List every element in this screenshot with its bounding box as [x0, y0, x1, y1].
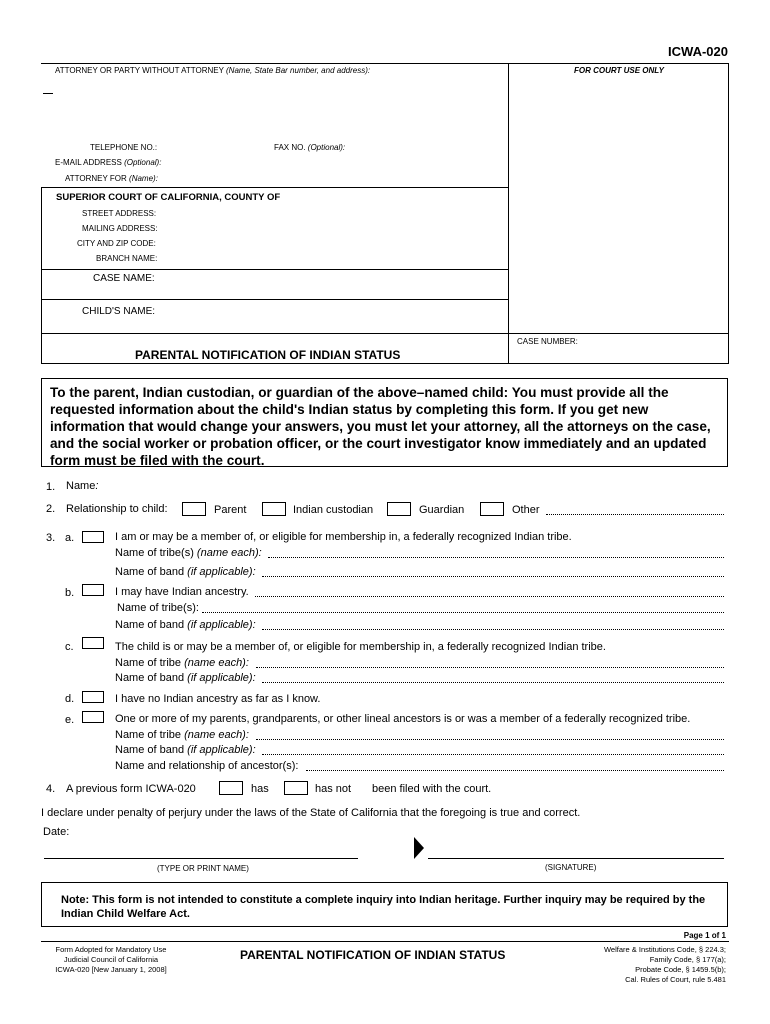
- citation-line: Cal. Rules of Court, rule 5.481: [625, 975, 726, 984]
- citation-line: Family Code, § 177(a);: [649, 955, 726, 964]
- signature-line[interactable]: [428, 858, 724, 859]
- item3e-checkbox[interactable]: [82, 711, 104, 723]
- parent-option-label: Parent: [214, 504, 247, 516]
- caption-top-border: [41, 63, 729, 64]
- type-name-caption: (TYPE OR PRINT NAME): [157, 864, 249, 873]
- notice-text: To the parent, Indian custodian, or guardian of the above–named child: You must provide all the requested information about the child's Indian status by completing this form. If you get new information that would change your answers, you must let your attorney, all the attorneys on the case, and the social worker or probation officer, or the court investigator know immediately and an updated form must be filed with the court.: [50, 385, 711, 468]
- item3c-band-field[interactable]: [262, 682, 724, 683]
- attorney-for-hint: (Name):: [129, 174, 158, 183]
- adoption-block: [41, 945, 181, 975]
- item3c-tribe-field[interactable]: [256, 667, 724, 668]
- item3c-text: The child is or may be a member of, or eligible for membership in, a federally recognized Indian tribe.: [115, 641, 606, 653]
- name-label-colon: :: [95, 480, 99, 492]
- court-use-label: FOR COURT USE ONLY: [574, 66, 664, 75]
- caption-rule: [41, 269, 508, 270]
- item3c-band-hint: (if applicable):: [187, 672, 256, 684]
- form-id: ICWA-020: [668, 44, 728, 59]
- attorney-label: [55, 66, 370, 75]
- item3a-tribe-label: [115, 547, 262, 559]
- signature-caption: (SIGNATURE): [545, 863, 597, 872]
- caption-left-border: [41, 187, 42, 363]
- fax-label: [274, 143, 345, 152]
- page-number: Page 1 of 1: [683, 931, 726, 940]
- item3b-letter: b.: [65, 587, 75, 599]
- adoption-line: Judicial Council of California: [63, 955, 159, 964]
- child-name-label: CHILD'S NAME:: [82, 306, 156, 317]
- email-label-hint: (Optional):: [124, 158, 162, 167]
- attorney-for-label: [65, 174, 158, 183]
- item3e-tribe-label: [115, 729, 249, 741]
- item3a-letter: a.: [65, 532, 75, 544]
- item3a-band-text: Name of band: [115, 566, 185, 578]
- notice-box: [41, 378, 728, 467]
- item3a-tribe-text: Name of tribe(s): [115, 547, 194, 559]
- item4-number: 4.: [46, 783, 56, 795]
- item1-label: [66, 480, 98, 492]
- item3c-checkbox[interactable]: [82, 637, 104, 649]
- attorney-for-text: ATTORNEY FOR: [65, 174, 127, 183]
- has-not-label: has not: [315, 783, 352, 795]
- caption-rule: [41, 333, 729, 334]
- item3e-band-field[interactable]: [262, 754, 724, 755]
- item3c-band-text: Name of band: [115, 672, 185, 684]
- item3a-checkbox[interactable]: [82, 531, 104, 543]
- indian-custodian-checkbox[interactable]: [262, 502, 286, 516]
- indian-custodian-option-label: Indian custodian: [293, 504, 374, 516]
- item4-tail: been filed with the court.: [372, 783, 492, 795]
- item2-number: 2.: [46, 503, 56, 515]
- date-label: Date:: [43, 826, 70, 838]
- other-relationship-field[interactable]: [546, 514, 724, 515]
- caption-right-border: [728, 63, 729, 363]
- item3e-band-label: [115, 744, 256, 756]
- item3e-tribe-text: Name of tribe: [115, 729, 182, 741]
- footer-rule: [41, 941, 729, 942]
- guardian-checkbox[interactable]: [387, 502, 411, 516]
- fax-label-hint: (Optional):: [307, 143, 346, 152]
- name-signature-line[interactable]: [44, 858, 358, 859]
- street-address-label: STREET ADDRESS:: [82, 209, 157, 218]
- parent-checkbox[interactable]: [182, 502, 206, 516]
- item3a-band-field[interactable]: [262, 576, 724, 577]
- guardian-option-label: Guardian: [419, 504, 465, 516]
- item3a-text: I am or may be a member of, or eligible for membership in, a federally recognized Indian tribe.: [115, 531, 572, 543]
- item3d-checkbox[interactable]: [82, 691, 104, 703]
- signature-arrow-icon: [414, 837, 424, 859]
- item3e-band-hint: (if applicable):: [187, 744, 256, 756]
- item3b-band-text: Name of band: [115, 619, 185, 631]
- item3a-tribe-hint: (name each):: [196, 547, 262, 559]
- branch-name-label: BRANCH NAME:: [96, 254, 158, 263]
- code-citations: [604, 945, 726, 985]
- email-label-text: E-MAIL ADDRESS: [55, 158, 122, 167]
- item3b-text: I may have Indian ancestry.: [115, 586, 249, 598]
- item1-number: 1.: [46, 481, 56, 493]
- item3e-ancestor-label: Name and relationship of ancestor(s):: [115, 760, 299, 772]
- caption-bottom-border: [41, 363, 729, 364]
- footer-title: PARENTAL NOTIFICATION OF INDIAN STATUS: [240, 948, 506, 962]
- item4-text: A previous form ICWA-020: [66, 783, 196, 795]
- item3e-tribe-hint: (name each):: [184, 729, 249, 741]
- item3c-tribe-text: Name of tribe: [115, 657, 182, 669]
- note-box: [41, 882, 728, 927]
- item3c-tribe-label: [115, 657, 249, 669]
- item3b-checkbox[interactable]: [82, 584, 104, 596]
- adoption-line: Form Adopted for Mandatory Use: [55, 945, 167, 954]
- item3e-letter: e.: [65, 714, 75, 726]
- fax-label-text: FAX NO.: [274, 143, 306, 152]
- item3c-letter: c.: [65, 641, 74, 653]
- mailing-address-label: MAILING ADDRESS:: [82, 224, 158, 233]
- caption-rule: [41, 299, 508, 300]
- city-zip-label: CITY AND ZIP CODE:: [77, 239, 156, 248]
- case-name-label: CASE NAME:: [93, 273, 155, 284]
- item3a-band-label: [115, 566, 256, 578]
- item3e-tribe-field[interactable]: [256, 739, 724, 740]
- item3c-tribe-hint: (name each):: [184, 657, 249, 669]
- item3a-band-hint: (if applicable):: [187, 566, 256, 578]
- item3d-letter: d.: [65, 693, 75, 705]
- item3e-ancestor-field[interactable]: [306, 770, 724, 771]
- caption-rule: [41, 187, 508, 188]
- item3e-band-text: Name of band: [115, 744, 185, 756]
- item3d-text: I have no Indian ancestry as far as I know.: [115, 693, 321, 705]
- has-not-checkbox[interactable]: [284, 781, 308, 795]
- attorney-label-hint: (Name, State Bar number, and address):: [226, 66, 371, 75]
- item3-number: 3.: [46, 532, 56, 544]
- relationship-label: Relationship to child:: [66, 503, 168, 515]
- note-text: Note: This form is not intended to constitute a complete inquiry into Indian heritage. Further inquiry may be required by the Indian Child Welfare Act.: [61, 894, 706, 920]
- citation-line: Probate Code, § 1459.5(b);: [635, 965, 726, 974]
- name-label-text: Name: [66, 480, 96, 492]
- court-label: SUPERIOR COURT OF CALIFORNIA, COUNTY OF: [56, 192, 281, 203]
- has-checkbox[interactable]: [219, 781, 243, 795]
- adoption-line: ICWA-020 [New January 1, 2008]: [55, 965, 167, 974]
- item3b-tribe-field[interactable]: [202, 612, 724, 613]
- item3b-band-label: [115, 619, 256, 631]
- item3c-band-label: [115, 672, 256, 684]
- declaration-text: I declare under penalty of perjury under the laws of the State of California that the foregoing is true and correct.: [41, 807, 581, 819]
- item3e-text: One or more of my parents, grandparents, or other lineal ancestors is or was a member of a federally recognized tribe.: [115, 713, 691, 725]
- case-number-label: CASE NUMBER:: [517, 337, 578, 346]
- item3b-band-hint: (if applicable):: [187, 619, 256, 631]
- other-checkbox[interactable]: [480, 502, 504, 516]
- citation-line: Welfare & Institutions Code, § 224.3;: [603, 945, 726, 954]
- item3b-band-field[interactable]: [262, 629, 724, 630]
- form-title: PARENTAL NOTIFICATION OF INDIAN STATUS: [135, 348, 401, 362]
- tick-mark: [43, 93, 53, 94]
- item3a-tribe-field[interactable]: [268, 557, 724, 558]
- telephone-label: TELEPHONE NO.:: [90, 143, 158, 152]
- item3b-tribe-label: Name of tribe(s):: [117, 602, 199, 614]
- caption-divider: [508, 63, 509, 363]
- item3b-ancestry-field[interactable]: [255, 596, 724, 597]
- attorney-label-text: ATTORNEY OR PARTY WITHOUT ATTORNEY: [55, 66, 224, 75]
- has-label: has: [251, 783, 269, 795]
- email-label: [55, 158, 161, 167]
- other-option-label: Other: [512, 504, 540, 516]
